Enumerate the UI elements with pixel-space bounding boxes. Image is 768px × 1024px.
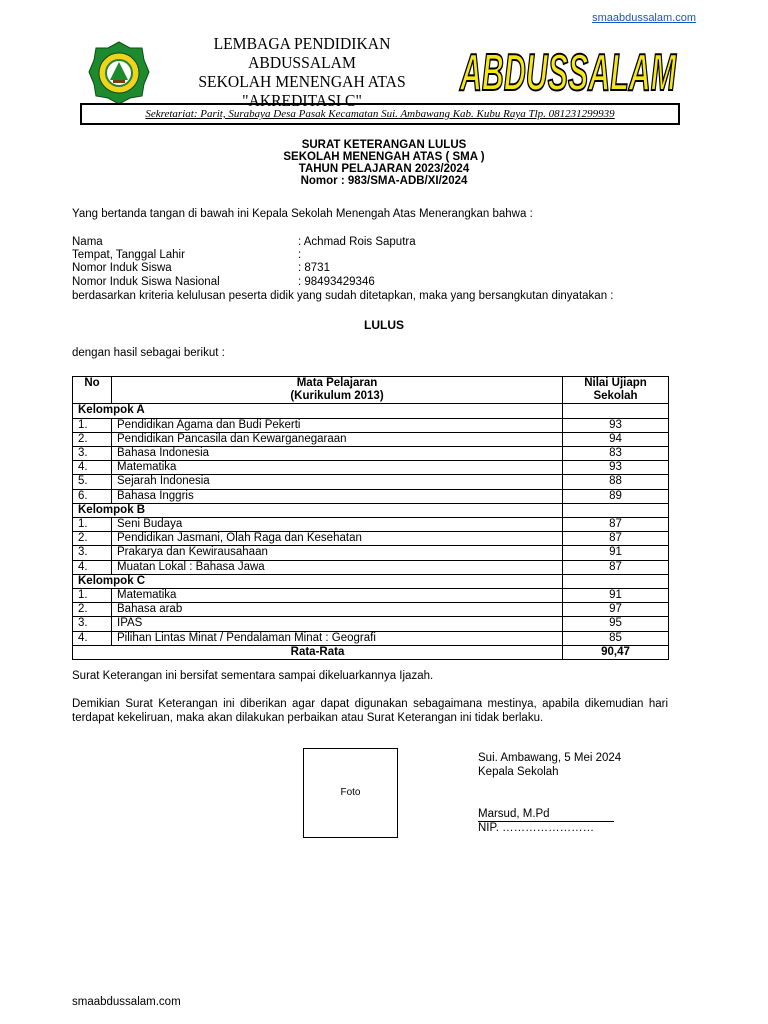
subject-value: 85 xyxy=(563,631,669,645)
subject-name: Bahasa Inggris xyxy=(112,489,563,503)
nisn-label: Nomor Induk Siswa Nasional xyxy=(72,276,220,288)
place-date: Sui. Ambawang, 5 Mei 2024 xyxy=(478,752,622,764)
address-box xyxy=(80,103,680,125)
average-row xyxy=(73,645,669,659)
grades-table xyxy=(72,376,669,660)
group-value-cell xyxy=(563,574,669,588)
photo-placeholder xyxy=(303,748,398,838)
subject-value: 88 xyxy=(563,475,669,489)
nis-label: Nomor Induk Siswa xyxy=(72,262,172,274)
birth-value: : xyxy=(298,249,302,261)
table-row xyxy=(73,532,669,546)
address-text: Sekretariat: Parit, Surabaya Desa Pasak Kecamatan Sui. Ambawang Kab. Kubu Raya Tlp. 081231299939 xyxy=(145,108,615,120)
group-value-cell xyxy=(563,404,669,418)
photo-label: Foto xyxy=(340,787,361,798)
table-row xyxy=(73,447,669,461)
document-title xyxy=(0,139,768,187)
subject-no: 2. xyxy=(73,532,112,546)
subject-value: 83 xyxy=(563,447,669,461)
table-row xyxy=(73,603,669,617)
subject-value: 87 xyxy=(563,518,669,532)
document-number: Nomor : 983/SMA-ADB/XI/2024 xyxy=(300,175,468,187)
student-nisn-row xyxy=(72,276,375,289)
subject-name: IPAS xyxy=(112,617,563,631)
subject-value: 97 xyxy=(563,603,669,617)
title-line-3: TAHUN PELAJARAN 2023/2024 xyxy=(298,163,470,175)
subject-value: 93 xyxy=(563,461,669,475)
subject-name: Pendidikan Pancasila dan Kewarganegaraan xyxy=(112,432,563,446)
group-name: Kelompok B xyxy=(73,503,563,517)
website-link[interactable]: smaabdussalam.com xyxy=(592,12,696,24)
birth-label: Tempat, Tanggal Lahir xyxy=(72,249,185,261)
subject-name: Matematika xyxy=(112,589,563,603)
group-name: Kelompok C xyxy=(73,574,563,588)
subject-name: Muatan Lokal : Bahasa Jawa xyxy=(112,560,563,574)
table-row xyxy=(73,518,669,532)
table-header-row xyxy=(73,377,669,404)
col-value-subtitle: Sekolah xyxy=(593,390,638,403)
subject-name: Seni Budaya xyxy=(112,518,563,532)
criteria-text: berdasarkan kriteria kelulusan peserta didik yang sudah ditetapkan, maka yang bersangkutan dinyatakan : xyxy=(72,290,614,302)
table-row xyxy=(73,617,669,631)
group-value-cell xyxy=(563,503,669,517)
signer-nip: NIP. …………………… xyxy=(478,822,595,834)
signer-name-line xyxy=(478,808,614,822)
footer-website: smaabdussalam.com xyxy=(72,996,181,1008)
subject-name: Bahasa Indonesia xyxy=(112,447,563,461)
student-birth-row xyxy=(72,249,301,262)
signer-position: Kepala Sekolah xyxy=(478,766,559,778)
subject-value: 89 xyxy=(563,489,669,503)
subject-no: 4. xyxy=(73,560,112,574)
accreditation: "AKREDITASI C" xyxy=(242,91,362,110)
table-row xyxy=(73,489,669,503)
subject-no: 4. xyxy=(73,461,112,475)
table-row xyxy=(73,546,669,560)
school-emblem-icon xyxy=(88,40,150,106)
group-name: Kelompok A xyxy=(73,404,563,418)
brand-logo xyxy=(456,36,680,102)
subject-no: 2. xyxy=(73,432,112,446)
subject-no: 4. xyxy=(73,631,112,645)
title-line-2: SEKOLAH MENENGAH ATAS ( SMA ) xyxy=(283,151,485,163)
subject-value: 95 xyxy=(563,617,669,631)
subject-no: 3. xyxy=(73,617,112,631)
average-value: 90,47 xyxy=(563,645,669,659)
group-row xyxy=(73,503,669,517)
subject-no: 3. xyxy=(73,447,112,461)
table-row xyxy=(73,589,669,603)
group-row xyxy=(73,574,669,588)
subject-no: 5. xyxy=(73,475,112,489)
table-row xyxy=(73,461,669,475)
subject-value: 94 xyxy=(563,432,669,446)
school-level: SEKOLAH MENENGAH ATAS xyxy=(198,72,406,91)
temporary-note: Surat Keterangan ini bersifat sementara sampai dikeluarkannya Ijazah. xyxy=(72,670,434,682)
group-row xyxy=(73,404,669,418)
institution-name: LEMBAGA PENDIDIKAN ABDUSSALAM xyxy=(213,34,391,72)
table-row xyxy=(73,418,669,432)
subject-no: 2. xyxy=(73,603,112,617)
subject-value: 93 xyxy=(563,418,669,432)
col-subject-title: Mata Pelajaran xyxy=(296,377,378,389)
subject-no: 1. xyxy=(73,418,112,432)
col-value-title: Nilai Ujiapn xyxy=(584,377,647,389)
subject-no: 1. xyxy=(73,518,112,532)
name-label: Nama xyxy=(72,236,103,248)
subject-name: Pilihan Lintas Minat / Pendalaman Minat : Geografi xyxy=(112,631,563,645)
col-subject-header xyxy=(112,377,563,404)
signer-name: Marsud, M.Pd xyxy=(478,808,614,822)
graduation-status: LULUS xyxy=(364,318,404,332)
nisn-value: : 98493429346 xyxy=(298,276,375,288)
student-name-row xyxy=(72,236,416,249)
nis-value: : 8731 xyxy=(298,262,330,274)
name-value: : Achmad Rois Saputra xyxy=(298,236,416,248)
student-nis-row xyxy=(72,262,330,275)
table-row xyxy=(73,631,669,645)
title-line-1: SURAT KETERANGAN LULUS xyxy=(301,139,467,151)
subject-value: 91 xyxy=(563,546,669,560)
subject-no: 6. xyxy=(73,489,112,503)
subject-value: 87 xyxy=(563,560,669,574)
col-subject-subtitle: (Kurikulum 2013) xyxy=(290,390,384,403)
subject-value: 91 xyxy=(563,589,669,603)
col-no-header: No xyxy=(73,377,112,404)
subject-name: Matematika xyxy=(112,461,563,475)
subject-name: Prakarya dan Kewirausahaan xyxy=(112,546,563,560)
brand-text: ABDUSSALAM xyxy=(458,44,677,102)
results-intro: dengan hasil sebagai berikut : xyxy=(72,347,225,359)
table-row xyxy=(73,560,669,574)
subject-no: 3. xyxy=(73,546,112,560)
institution-header xyxy=(168,34,437,110)
subject-no: 1. xyxy=(73,589,112,603)
table-row xyxy=(73,432,669,446)
intro-text: Yang bertanda tangan di bawah ini Kepala Sekolah Menengah Atas Menerangkan bahwa : xyxy=(72,208,533,220)
subject-name: Sejarah Indonesia xyxy=(112,475,563,489)
subject-name: Pendidikan Jasmani, Olah Raga dan Kesehatan xyxy=(112,532,563,546)
subject-name: Bahasa arab xyxy=(112,603,563,617)
closing-text: Demikian Surat Keterangan ini diberikan agar dapat digunakan sebagaimana mestinya, apabila dikemudian hari terdapat kekeliruan, maka akan dilakukan perbaikan atau Surat Keterangan ini tidak berlaku. xyxy=(72,698,668,724)
table-row xyxy=(73,475,669,489)
subject-name: Pendidikan Agama dan Budi Pekerti xyxy=(112,418,563,432)
average-label: Rata-Rata xyxy=(73,645,563,659)
col-value-header xyxy=(563,377,669,404)
subject-value: 87 xyxy=(563,532,669,546)
